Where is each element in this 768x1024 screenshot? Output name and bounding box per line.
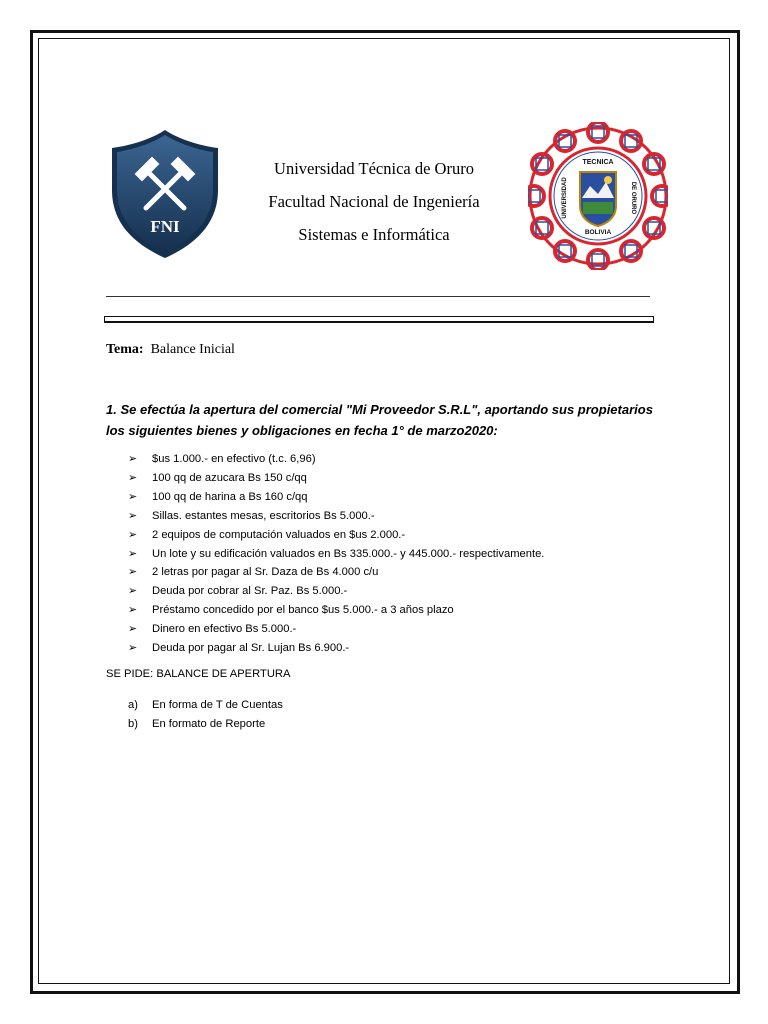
list-item-text: En forma de T de Cuentas [152,699,283,711]
arrow-bullet-icon: ➢ [128,623,138,636]
seal-text-right: DE ORURO [630,181,636,215]
requirement-list [128,696,283,734]
list-item [128,715,283,734]
header-underline [106,296,650,297]
assets-liabilities-list [128,450,544,658]
arrow-bullet-icon: ➢ [128,471,138,484]
topic-label: Tema: [106,342,144,357]
list-letter: b) [128,718,138,730]
arrow-bullet-icon: ➢ [128,566,138,579]
list-item: ➢ 2 letras por pagar al Sr. Daza de Bs 4.000 c/u [128,563,544,582]
list-item: ➢ Sillas. estantes mesas, escritorios Bs 5.000.- [128,507,544,526]
list-item: ➢ Préstamo concedido por el banco $us 5.000.- a 3 años plazo [128,601,544,620]
seal-text-bottom: BOLIVIA [584,229,612,236]
arrow-bullet-icon: ➢ [128,642,138,655]
arrow-bullet-icon: ➢ [128,453,138,465]
list-item [128,696,283,715]
seal-text-left: UNIVERSIDAD [562,177,568,219]
list-item: ➢ Un lote y su edificación valuados en Bs 335.000.- y 445.000.- respectivamente. [128,545,544,564]
exercise-statement [106,399,696,441]
fni-logo-text: FNI [150,217,180,236]
list-item: ➢ Deuda por pagar al Sr. Lujan Bs 6.900.- [128,639,544,658]
requirement-heading: SE PIDE: BALANCE DE APERTURA [106,668,291,680]
list-item: ➢ 100 qq de azucara Bs 150 c/qq [128,469,544,488]
arrow-bullet-icon: ➢ [128,585,138,598]
list-item: ➢ Dinero en efectivo Bs 5.000.- [128,620,544,639]
header-divider-bar [104,316,654,323]
seal-text-top: TECNICA [582,159,614,166]
arrow-bullet-icon: ➢ [128,509,138,522]
arrow-bullet-icon: ➢ [128,528,138,541]
faculty-name: Facultad Nacional de Ingeniería [268,192,480,211]
coat-of-arms-icon [580,172,616,226]
exercise-statement-line-2: los siguientes bienes y obligaciones en fecha 1° de marzo2020: [106,423,498,438]
arrow-bullet-icon: ➢ [128,490,138,503]
arrow-bullet-icon: ➢ [128,604,138,617]
list-item: ➢ $us 1.000.- en efectivo (t.c. 6,96) [128,450,544,469]
list-item: ➢ 2 equipos de computación valuados en $us 2.000.- [128,526,544,545]
uto-seal-logo [528,122,668,270]
exercise-statement-line-1: 1. Se efectúa la apertura del comercial "Mi Proveedor S.R.L", aportando sus propietarios [106,402,653,417]
arrow-bullet-icon: ➢ [128,547,138,560]
list-item-text: En formato de Reporte [152,718,266,730]
department-name: Sistemas e Informática [298,225,450,244]
list-item: ➢ Deuda por cobrar al Sr. Paz. Bs 5.000.- [128,582,544,601]
topic-line [106,342,235,358]
list-letter: a) [128,699,138,711]
list-item: ➢ 100 qq de harina a Bs 160 c/qq [128,488,544,507]
university-name: Universidad Técnica de Oruro [274,159,474,178]
topic-value: Balance Inicial [150,342,235,357]
